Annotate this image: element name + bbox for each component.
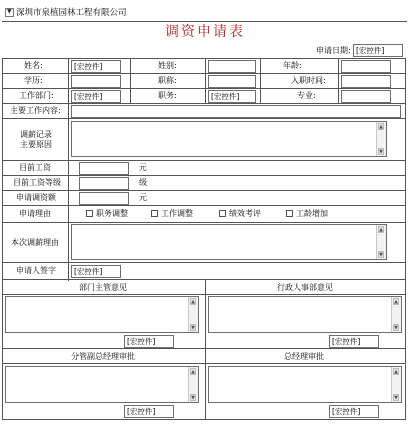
scroll-down-icon[interactable]: ▼: [191, 395, 195, 401]
grid-line: [2, 73, 406, 74]
grid-line: [2, 88, 406, 89]
position-label: 职务:: [158, 91, 177, 100]
current-salary-label: 目前工资: [19, 163, 51, 172]
this-reason-textarea[interactable]: [71, 224, 387, 260]
major-field[interactable]: [341, 90, 391, 103]
dept-manager-textarea[interactable]: [5, 296, 199, 333]
scrollbar[interactable]: [391, 367, 401, 402]
grid-line: [2, 118, 406, 119]
apply-date-control[interactable]: [宏控件]: [353, 44, 403, 57]
hr-dept-heading: 行政人事部意见: [277, 283, 333, 292]
education-label: 学历:: [24, 76, 43, 85]
main-work-label: 主要工作内容:: [10, 106, 61, 115]
gm-textarea[interactable]: [208, 366, 402, 403]
salary-level-field[interactable]: [79, 177, 129, 190]
reason-option-label: 职务调整: [96, 209, 128, 218]
deputy-gm-textarea[interactable]: [5, 366, 199, 403]
scroll-up-icon[interactable]: ▲: [379, 227, 383, 233]
checkbox-seniority[interactable]: [286, 210, 293, 217]
scroll-down-icon[interactable]: ▼: [191, 325, 195, 331]
dept-manager-control[interactable]: [宏控件]: [124, 335, 174, 348]
gender-label: 姓别:: [158, 61, 177, 70]
current-salary-unit: 元: [139, 163, 147, 172]
grid-line: [260, 58, 261, 103]
checkbox-performance[interactable]: [219, 210, 226, 217]
scroll-down-icon[interactable]: ▼: [394, 325, 398, 331]
reason-label-line2: 主要原因: [20, 140, 52, 149]
grid-line: [2, 205, 406, 206]
gm-control[interactable]: [宏控件]: [329, 405, 379, 418]
collapse-toggle[interactable]: [5, 8, 14, 17]
grid-line: [205, 58, 206, 103]
page-title: 调资申请表: [165, 24, 245, 40]
name-field[interactable]: [宏控件]: [71, 60, 121, 73]
scroll-up-icon[interactable]: ▲: [394, 369, 398, 375]
company-name: 深圳市泉植园林工程有限公司: [16, 8, 127, 18]
dept-manager-heading: 部门主管意见: [79, 283, 127, 292]
salary-level-unit: 级: [139, 178, 147, 187]
grid-line: [2, 294, 406, 295]
scrollbar[interactable]: [188, 297, 198, 332]
scroll-down-icon[interactable]: ▼: [394, 395, 398, 401]
scroll-up-icon[interactable]: ▲: [191, 369, 195, 375]
applicant-sign-label: 申请人签字: [16, 266, 56, 275]
department-field[interactable]: [宏控件]: [71, 90, 121, 103]
applicant-sign-control[interactable]: [宏控件]: [71, 265, 121, 278]
salary-history-textarea[interactable]: [71, 121, 387, 157]
major-label: 专业:: [297, 91, 316, 100]
current-salary-field[interactable]: [79, 162, 129, 175]
position-field[interactable]: [宏控件]: [208, 90, 256, 103]
scroll-down-icon[interactable]: ▼: [379, 252, 383, 258]
deputy-gm-heading: 分管副总经理审批: [71, 352, 135, 361]
entry-time-label: 入职时间:: [291, 76, 326, 85]
grid-line: [2, 279, 406, 280]
reason-option-label: 绩效考评: [229, 209, 261, 218]
adjust-amount-label: 申请调资额: [16, 193, 56, 202]
grid-line: [2, 175, 406, 176]
grid-line: [2, 363, 406, 364]
grid-line: [2, 103, 406, 104]
scrollbar[interactable]: [188, 367, 198, 402]
salary-level-label: 目前工资等级: [13, 178, 61, 187]
checkbox-position-adjust[interactable]: [86, 210, 93, 217]
main-work-field[interactable]: [71, 105, 401, 118]
reason-option-label: 工龄增加: [296, 209, 328, 218]
adjust-amount-unit: 元: [139, 193, 147, 202]
gm-heading: 总经理审批: [284, 352, 324, 361]
grid-line: [2, 262, 406, 263]
gender-field[interactable]: [208, 60, 256, 73]
scrollbar[interactable]: [376, 122, 386, 156]
age-field[interactable]: [341, 60, 391, 73]
hr-dept-textarea[interactable]: [208, 296, 402, 333]
scrollbar[interactable]: [376, 225, 386, 259]
checkbox-work-adjust[interactable]: [151, 210, 158, 217]
grid-line: [2, 160, 406, 161]
reason-label-line1: 调薪记录: [20, 130, 52, 139]
adjust-amount-field[interactable]: [79, 192, 129, 205]
title-rank-label: 职称:: [158, 76, 177, 85]
header-divider: [2, 21, 407, 22]
name-label: 姓名:: [24, 61, 43, 70]
grid-line: [68, 58, 69, 160]
department-label: 工作部门:: [19, 91, 54, 100]
education-field[interactable]: [71, 75, 121, 88]
scroll-down-icon[interactable]: ▼: [379, 149, 383, 155]
scrollbar[interactable]: [391, 297, 401, 332]
grid-line: [205, 279, 206, 420]
deputy-gm-control[interactable]: [宏控件]: [124, 405, 174, 418]
age-label: 年龄:: [283, 61, 302, 70]
grid-line: [2, 348, 406, 349]
this-reason-label: 本次调薪理由: [11, 238, 59, 247]
grid-line: [130, 58, 131, 103]
grid-line: [2, 190, 406, 191]
apply-date-label: 申请日期:: [316, 46, 351, 55]
reason-options-label: 申请理由: [19, 209, 51, 218]
entry-time-field[interactable]: [341, 75, 391, 88]
scroll-up-icon[interactable]: ▲: [379, 124, 383, 130]
hr-dept-control[interactable]: [宏控件]: [329, 335, 379, 348]
chevron-down-icon: ▼: [7, 8, 12, 15]
grid-line: [2, 222, 406, 223]
title-rank-field[interactable]: [208, 75, 256, 88]
reason-option-label: 工作调整: [161, 209, 193, 218]
scroll-up-icon[interactable]: ▲: [191, 299, 195, 305]
scroll-up-icon[interactable]: ▲: [394, 299, 398, 305]
grid-line: [338, 58, 339, 103]
